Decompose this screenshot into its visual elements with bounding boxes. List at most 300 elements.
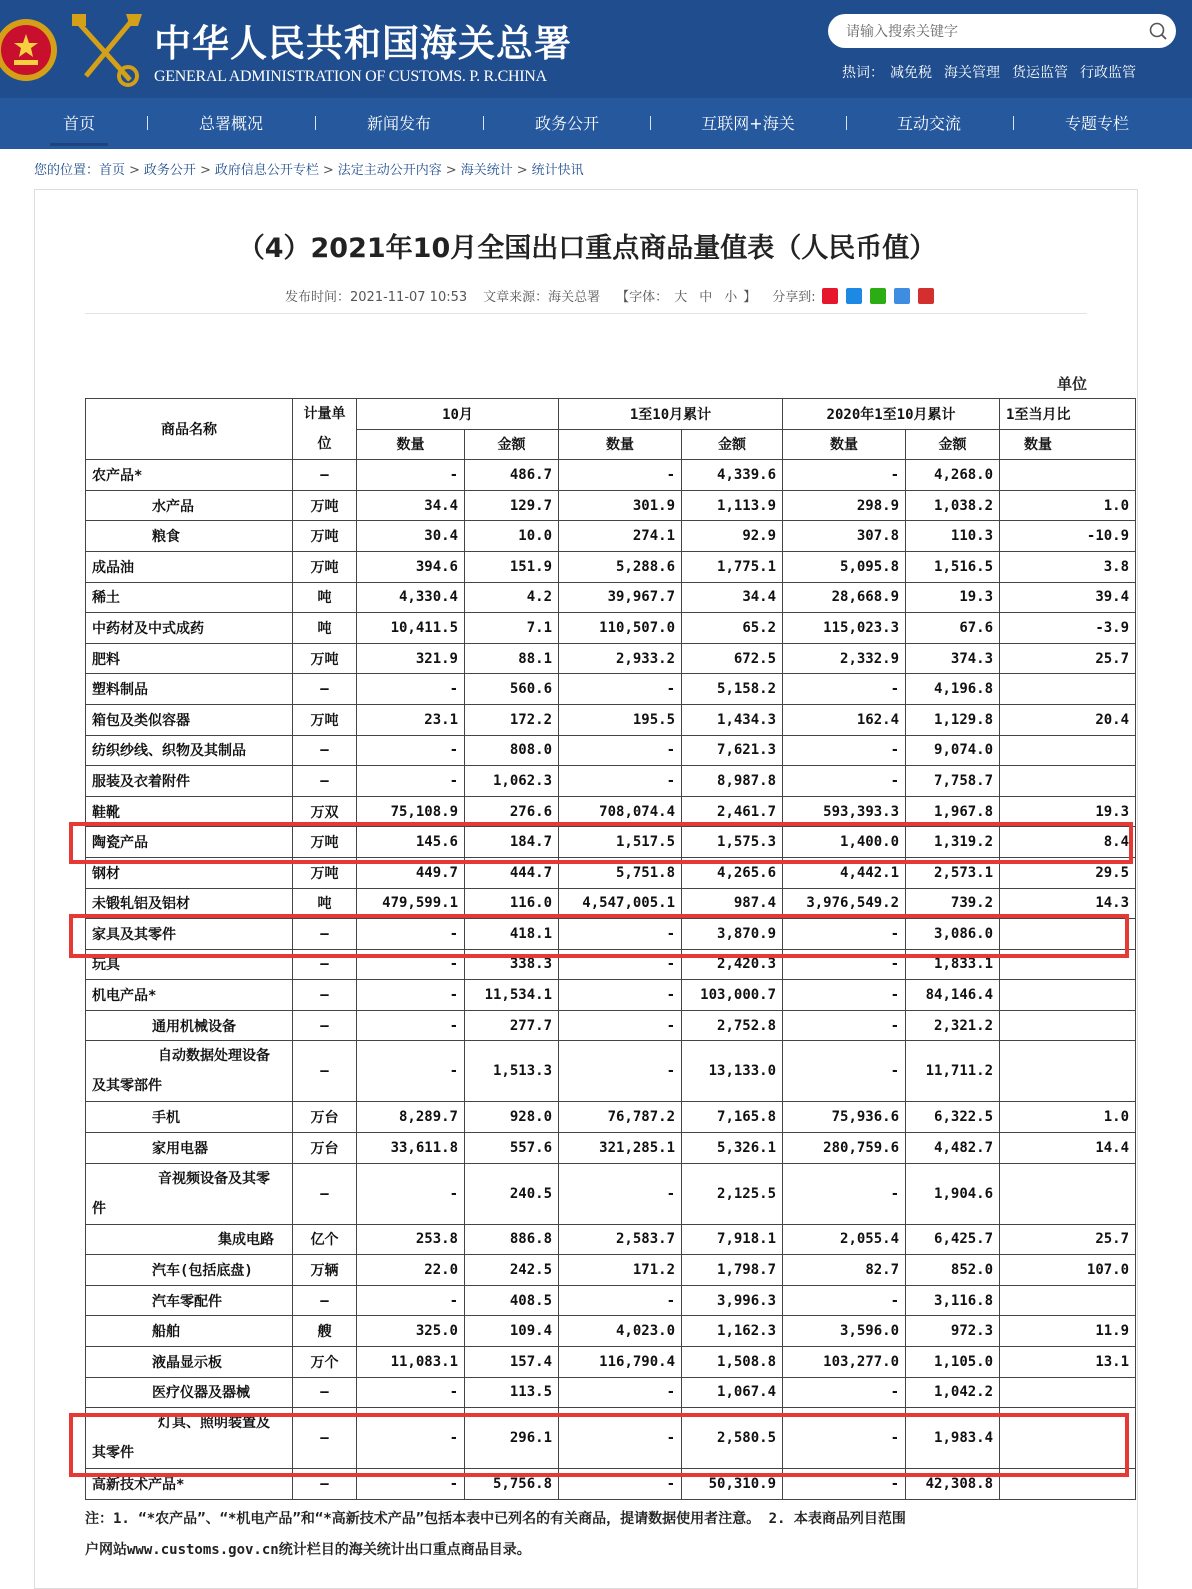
cell-amount: 5,326.1 xyxy=(682,1133,783,1164)
cell-quantity: 2,583.7 xyxy=(559,1224,682,1255)
cell-unit: – xyxy=(293,674,357,705)
cell-amount: 1,319.2 xyxy=(906,827,1000,858)
table-row xyxy=(86,1377,1136,1408)
cell-product-name: 玩具 xyxy=(86,949,293,980)
article-meta xyxy=(285,286,934,305)
hot-word-link[interactable]: 货运监管 xyxy=(1012,65,1068,81)
breadcrumb-separator: > xyxy=(199,163,211,178)
note-line: 户网站www.customs.gov.cn统计栏目的海关统计出口重点商品目录。 xyxy=(85,1542,531,1558)
cell-unit: 万台 xyxy=(293,1133,357,1164)
cell-quantity: 325.0 xyxy=(357,1316,465,1347)
cell-quantity: - xyxy=(559,735,682,766)
nav-item-overview[interactable]: 总署概况 xyxy=(198,114,263,133)
table-row xyxy=(86,551,1136,582)
cell-quantity: 3.8 xyxy=(1000,551,1136,582)
cell-quantity: - xyxy=(783,1285,906,1316)
table-row xyxy=(86,1041,1136,1102)
cell-amount: 19.3 xyxy=(906,582,1000,613)
cell-amount: 103,000.7 xyxy=(682,980,783,1011)
cell-quantity: 394.6 xyxy=(357,551,465,582)
cell-amount: 2,125.5 xyxy=(682,1163,783,1224)
search-box xyxy=(828,14,1176,48)
nav-divider xyxy=(483,116,484,130)
cell-amount: 2,420.3 xyxy=(682,949,783,980)
cell-unit: 万双 xyxy=(293,796,357,827)
cell-quantity: - xyxy=(783,919,906,950)
table-row xyxy=(86,1133,1136,1164)
font-size-close: 】 xyxy=(743,290,757,305)
cell-quantity: 4,442.1 xyxy=(783,857,906,888)
cell-amount: 987.4 xyxy=(682,888,783,919)
cell-amount: 1,062.3 xyxy=(465,766,559,797)
table-row xyxy=(86,888,1136,919)
cell-quantity: - xyxy=(357,1285,465,1316)
cell-amount: 852.0 xyxy=(906,1255,1000,1286)
share-label: 分享到: xyxy=(772,290,816,305)
table-row xyxy=(86,1102,1136,1133)
cell-amount: 2,321.2 xyxy=(906,1010,1000,1041)
cell-quantity: - xyxy=(783,674,906,705)
cell-unit: – xyxy=(293,735,357,766)
cell-amount: 1,508.8 xyxy=(682,1347,783,1378)
cell-unit: 万辆 xyxy=(293,1255,357,1286)
cell-quantity: - xyxy=(783,1377,906,1408)
cell-quantity: 708,074.4 xyxy=(559,796,682,827)
cell-quantity: 253.8 xyxy=(357,1224,465,1255)
cell-amount: 7,918.1 xyxy=(682,1224,783,1255)
nav-item-government-affairs[interactable]: 政务公开 xyxy=(534,114,599,133)
cell-quantity: - xyxy=(783,460,906,491)
table-body xyxy=(86,460,1136,1500)
cell-product-name: 塑料制品 xyxy=(86,674,293,705)
cell-quantity: 171.2 xyxy=(559,1255,682,1286)
cell-product-name: 通用机械设备 xyxy=(86,1010,293,1041)
cell-amount: 11,534.1 xyxy=(465,980,559,1011)
cell-amount: 1,113.9 xyxy=(682,490,783,521)
cell-amount: 92.9 xyxy=(682,521,783,552)
cell-product-name: 汽车零配件 xyxy=(86,1285,293,1316)
cell-amount: 4,482.7 xyxy=(906,1133,1000,1164)
cell-quantity: 321.9 xyxy=(357,643,465,674)
cell-product-name: 肥料 xyxy=(86,643,293,674)
cell-quantity: 1.0 xyxy=(1000,490,1136,521)
cell-unit: – xyxy=(293,1285,357,1316)
nav-item-interaction[interactable]: 互动交流 xyxy=(896,114,961,133)
cell-quantity: 2,332.9 xyxy=(783,643,906,674)
header-unit: 计量单位 xyxy=(293,399,357,460)
cell-quantity: 298.9 xyxy=(783,490,906,521)
cell-amount: 11,711.2 xyxy=(906,1041,1000,1102)
hot-word-link[interactable]: 减免税 xyxy=(890,65,932,81)
cell-unit: 万吨 xyxy=(293,490,357,521)
cell-quantity: 593,393.3 xyxy=(783,796,906,827)
cell-amount: 1,129.8 xyxy=(906,704,1000,735)
cell-unit: 万台 xyxy=(293,1102,357,1133)
cell-amount: 1,983.4 xyxy=(906,1408,1000,1469)
cell-unit: – xyxy=(293,1010,357,1041)
cell-amount: 88.1 xyxy=(465,643,559,674)
cell-quantity: - xyxy=(783,1010,906,1041)
breadcrumb xyxy=(34,159,584,178)
meta-divider xyxy=(85,313,1087,314)
cell-amount: 4,339.6 xyxy=(682,460,783,491)
cell-quantity: 34.4 xyxy=(357,490,465,521)
weibo-share-icon[interactable] xyxy=(822,288,838,304)
wechat-share-icon[interactable] xyxy=(870,288,886,304)
breadcrumb-item[interactable]: 海关统计 xyxy=(460,163,513,178)
cell-product-name: 集成电路 xyxy=(86,1224,293,1255)
cell-quantity: 195.5 xyxy=(559,704,682,735)
site-subtitle: GENERAL ADMINISTRATION OF CUSTOMS. P. R.CHINA xyxy=(154,68,547,85)
nav-divider xyxy=(315,116,316,130)
qq-share-icon[interactable] xyxy=(846,288,862,304)
table-row xyxy=(86,766,1136,797)
cell-quantity xyxy=(1000,1010,1136,1041)
cell-amount: 277.7 xyxy=(465,1010,559,1041)
table-row xyxy=(86,980,1136,1011)
cell-quantity: -3.9 xyxy=(1000,613,1136,644)
cell-quantity: 76,787.2 xyxy=(559,1102,682,1133)
cell-amount: 1,042.2 xyxy=(906,1377,1000,1408)
cell-quantity: 39.4 xyxy=(1000,582,1136,613)
breadcrumb-separator: > xyxy=(445,163,457,178)
publish-time: 发布时间：2021-11-07 10:53 xyxy=(285,290,468,305)
cell-amount: 84,146.4 xyxy=(906,980,1000,1011)
cell-amount: 5,756.8 xyxy=(465,1469,559,1500)
cell-amount: 1,434.3 xyxy=(682,704,783,735)
header-amt: 金额 xyxy=(682,429,783,460)
cell-amount: 172.2 xyxy=(465,704,559,735)
cell-unit: 万吨 xyxy=(293,704,357,735)
cell-quantity xyxy=(1000,766,1136,797)
cell-amount: 9,074.0 xyxy=(906,735,1000,766)
cell-quantity xyxy=(1000,735,1136,766)
cell-amount: 739.2 xyxy=(906,888,1000,919)
cell-quantity: 82.7 xyxy=(783,1255,906,1286)
export-stats-table xyxy=(85,398,1136,1500)
cell-quantity: - xyxy=(783,735,906,766)
cell-unit: – xyxy=(293,949,357,980)
cell-amount: 4.2 xyxy=(465,582,559,613)
cell-amount: 157.4 xyxy=(465,1347,559,1378)
cell-amount: 1,105.0 xyxy=(906,1347,1000,1378)
cell-quantity: 22.0 xyxy=(357,1255,465,1286)
cell-quantity: 33,611.8 xyxy=(357,1133,465,1164)
main-nav xyxy=(0,98,1192,149)
cell-product-name: 液晶显示板 xyxy=(86,1347,293,1378)
cell-product-name: 成品油 xyxy=(86,551,293,582)
cell-amount: 1,038.2 xyxy=(906,490,1000,521)
cell-quantity: -10.9 xyxy=(1000,521,1136,552)
font-size-large-button[interactable]: 大 xyxy=(674,290,688,305)
unit-label: 单位 xyxy=(1057,375,1088,393)
table-row xyxy=(86,1316,1136,1347)
header-ytd: 1至10月累计 xyxy=(559,399,783,430)
table-row xyxy=(86,735,1136,766)
cell-quantity: - xyxy=(783,1163,906,1224)
cell-product-name: 水产品 xyxy=(86,490,293,521)
cell-product-name: 鞋靴 xyxy=(86,796,293,827)
cell-quantity: 3,596.0 xyxy=(783,1316,906,1347)
cell-quantity: 29.5 xyxy=(1000,857,1136,888)
cell-product-name: 农产品* xyxy=(86,460,293,491)
cell-quantity xyxy=(1000,949,1136,980)
cell-amount: 110.3 xyxy=(906,521,1000,552)
cell-amount: 7.1 xyxy=(465,613,559,644)
cell-quantity: 449.7 xyxy=(357,857,465,888)
cell-unit: 万吨 xyxy=(293,827,357,858)
cell-quantity: - xyxy=(357,1377,465,1408)
breadcrumb-item[interactable]: 政务公开 xyxy=(143,163,196,178)
table-row xyxy=(86,827,1136,858)
cell-amount: 3,996.3 xyxy=(682,1285,783,1316)
cell-product-name: 高新技术产品* xyxy=(86,1469,293,1500)
cell-amount: 1,904.6 xyxy=(906,1163,1000,1224)
table-row xyxy=(86,704,1136,735)
cell-quantity: 5,288.6 xyxy=(559,551,682,582)
breadcrumb-item[interactable]: 您的位置：首页 xyxy=(34,163,126,178)
cell-quantity: 110,507.0 xyxy=(559,613,682,644)
cell-quantity: 11.9 xyxy=(1000,1316,1136,1347)
cell-product-name: 箱包及类似容器 xyxy=(86,704,293,735)
cell-amount: 3,086.0 xyxy=(906,919,1000,950)
cell-unit: – xyxy=(293,1408,357,1469)
cell-quantity: 10,411.5 xyxy=(357,613,465,644)
header-qty: 数量 xyxy=(357,429,465,460)
cell-quantity: 4,330.4 xyxy=(357,582,465,613)
cell-amount: 1,162.3 xyxy=(682,1316,783,1347)
site-header xyxy=(0,0,1192,98)
nav-item-internet-customs[interactable]: 互联网+海关 xyxy=(701,114,795,133)
article-panel xyxy=(34,189,1138,1589)
cell-unit: – xyxy=(293,766,357,797)
table-row xyxy=(86,613,1136,644)
cell-quantity: - xyxy=(559,949,682,980)
cell-quantity: 116,790.4 xyxy=(559,1347,682,1378)
cell-quantity: 5,751.8 xyxy=(559,857,682,888)
search-icon[interactable] xyxy=(1148,21,1168,41)
table-row xyxy=(86,857,1136,888)
cell-quantity: 13.1 xyxy=(1000,1347,1136,1378)
table-row xyxy=(86,643,1136,674)
cell-quantity: 23.1 xyxy=(357,704,465,735)
breadcrumb-item[interactable]: 法定主动公开内容 xyxy=(337,163,442,178)
national-emblem-icon xyxy=(0,12,58,86)
cell-unit: – xyxy=(293,1041,357,1102)
cell-unit: 吨 xyxy=(293,888,357,919)
table-row xyxy=(86,460,1136,491)
cell-quantity: 3,976,549.2 xyxy=(783,888,906,919)
cell-amount: 3,116.8 xyxy=(906,1285,1000,1316)
cell-amount: 2,461.7 xyxy=(682,796,783,827)
cell-quantity xyxy=(1000,1041,1136,1102)
cell-amount: 109.4 xyxy=(465,1316,559,1347)
search-input[interactable] xyxy=(846,14,1146,48)
cell-unit: – xyxy=(293,1163,357,1224)
table-note xyxy=(85,1504,1087,1566)
cell-amount: 374.3 xyxy=(906,643,1000,674)
font-size-label: 【字体： xyxy=(616,290,669,305)
cell-quantity: - xyxy=(357,735,465,766)
cell-amount: 42,308.8 xyxy=(906,1469,1000,1500)
cell-amount: 10.0 xyxy=(465,521,559,552)
qzone-share-icon[interactable] xyxy=(894,288,910,304)
font-size-small-button[interactable]: 小 xyxy=(724,290,738,305)
cell-amount: 4,268.0 xyxy=(906,460,1000,491)
nav-item-news[interactable]: 新闻发布 xyxy=(366,114,431,133)
cell-amount: 4,265.6 xyxy=(682,857,783,888)
cell-quantity xyxy=(1000,1285,1136,1316)
cell-amount: 184.7 xyxy=(465,827,559,858)
cell-quantity: - xyxy=(783,1041,906,1102)
cell-unit: 万个 xyxy=(293,1347,357,1378)
header-yoy: 1至当月比 xyxy=(1000,399,1136,430)
nav-divider xyxy=(846,116,847,130)
breadcrumb-separator: > xyxy=(129,163,140,178)
cell-amount: 240.5 xyxy=(465,1163,559,1224)
cell-product-name: 汽车(包括底盘) xyxy=(86,1255,293,1286)
cell-quantity: - xyxy=(357,1010,465,1041)
nav-divider xyxy=(1013,116,1014,130)
cell-amount: 1,513.3 xyxy=(465,1041,559,1102)
table-row xyxy=(86,521,1136,552)
table-row xyxy=(86,949,1136,980)
cell-product-name: 家具及其零件 xyxy=(86,919,293,950)
cell-product-name: 服装及衣着附件 xyxy=(86,766,293,797)
cell-quantity: - xyxy=(357,980,465,1011)
cell-quantity: 145.6 xyxy=(357,827,465,858)
cell-product-name: 未锻轧铝及铝材 xyxy=(86,888,293,919)
table-container xyxy=(85,398,1130,1500)
cell-product-name: 音视频设备及其零 件 xyxy=(86,1163,293,1224)
cell-amount: 1,967.8 xyxy=(906,796,1000,827)
cell-quantity: - xyxy=(783,949,906,980)
cell-quantity xyxy=(1000,1469,1136,1500)
cell-amount: 808.0 xyxy=(465,735,559,766)
header-amt: 金额 xyxy=(906,429,1000,460)
hot-words-label: 热词： xyxy=(842,65,884,81)
cell-amount: 418.1 xyxy=(465,919,559,950)
cell-quantity: 107.0 xyxy=(1000,1255,1136,1286)
cell-amount: 7,758.7 xyxy=(906,766,1000,797)
cell-quantity: - xyxy=(357,674,465,705)
cell-product-name: 稀土 xyxy=(86,582,293,613)
cell-quantity: 274.1 xyxy=(559,521,682,552)
cell-product-name: 船舶 xyxy=(86,1316,293,1347)
cell-amount: 1,575.3 xyxy=(682,827,783,858)
hot-word-link[interactable]: 行政监管 xyxy=(1080,65,1136,81)
breadcrumb-item[interactable]: 统计快讯 xyxy=(531,163,584,178)
cell-amount: 151.9 xyxy=(465,551,559,582)
cell-unit: 亿个 xyxy=(293,1224,357,1255)
cell-quantity xyxy=(1000,919,1136,950)
cell-amount: 5,158.2 xyxy=(682,674,783,705)
cell-product-name: 家用电器 xyxy=(86,1133,293,1164)
cell-product-name: 陶瓷产品 xyxy=(86,827,293,858)
cell-unit: – xyxy=(293,980,357,1011)
header-name: 商品名称 xyxy=(86,399,293,460)
header-qty: 数量 xyxy=(559,429,682,460)
cell-quantity: - xyxy=(357,949,465,980)
cell-unit: – xyxy=(293,1469,357,1500)
cell-quantity: 20.4 xyxy=(1000,704,1136,735)
cell-quantity: - xyxy=(559,460,682,491)
header-qty: 数量 xyxy=(1000,429,1136,460)
cell-product-name: 自动数据处理设备 及其零部件 xyxy=(86,1041,293,1102)
cell-product-name: 机电产品* xyxy=(86,980,293,1011)
cell-quantity: 479,599.1 xyxy=(357,888,465,919)
cell-amount: 4,196.8 xyxy=(906,674,1000,705)
cell-quantity: 5,095.8 xyxy=(783,551,906,582)
cell-amount: 557.6 xyxy=(465,1133,559,1164)
cell-quantity: - xyxy=(559,674,682,705)
hot-words xyxy=(842,62,1136,82)
cell-amount: 7,165.8 xyxy=(682,1102,783,1133)
cell-quantity: 30.4 xyxy=(357,521,465,552)
cell-amount: 13,133.0 xyxy=(682,1041,783,1102)
cell-amount: 242.5 xyxy=(465,1255,559,1286)
article-title: （4）2021年10月全国出口重点商品量值表（人民币值） xyxy=(237,233,937,264)
table-row xyxy=(86,1347,1136,1378)
table-row xyxy=(86,674,1136,705)
cell-unit: 万吨 xyxy=(293,643,357,674)
header-qty: 数量 xyxy=(783,429,906,460)
hot-word-link[interactable]: 海关管理 xyxy=(944,65,1000,81)
cell-amount: 972.3 xyxy=(906,1316,1000,1347)
table-row xyxy=(86,796,1136,827)
nav-item-home[interactable]: 首页 xyxy=(50,98,108,149)
cell-product-name: 中药材及中式成药 xyxy=(86,613,293,644)
cell-quantity: - xyxy=(559,1041,682,1102)
cell-quantity: - xyxy=(357,919,465,950)
cell-amount: 113.5 xyxy=(465,1377,559,1408)
cell-quantity xyxy=(1000,980,1136,1011)
cell-amount: 67.6 xyxy=(906,613,1000,644)
cell-amount: 129.7 xyxy=(465,490,559,521)
cell-quantity xyxy=(1000,1377,1136,1408)
site-title: 中华人民共和国海关总署 xyxy=(154,21,572,65)
cell-quantity: - xyxy=(559,766,682,797)
cell-amount: 1,067.4 xyxy=(682,1377,783,1408)
table-row xyxy=(86,1163,1136,1224)
cell-amount: 672.5 xyxy=(682,643,783,674)
cell-quantity: 1.0 xyxy=(1000,1102,1136,1133)
cell-amount: 296.1 xyxy=(465,1408,559,1469)
cell-amount: 7,621.3 xyxy=(682,735,783,766)
cell-quantity xyxy=(1000,1408,1136,1469)
cell-quantity: - xyxy=(783,766,906,797)
font-size-medium-button[interactable]: 中 xyxy=(699,290,713,305)
nav-item-topics[interactable]: 专题专栏 xyxy=(1064,114,1129,133)
renren-share-icon[interactable] xyxy=(918,288,934,304)
cell-quantity: - xyxy=(357,766,465,797)
cell-quantity: - xyxy=(783,980,906,1011)
cell-quantity: 8,289.7 xyxy=(357,1102,465,1133)
cell-amount: 1,775.1 xyxy=(682,551,783,582)
breadcrumb-item[interactable]: 政府信息公开专栏 xyxy=(214,163,319,178)
cell-quantity: - xyxy=(357,460,465,491)
breadcrumb-separator: > xyxy=(322,163,334,178)
cell-quantity: 307.8 xyxy=(783,521,906,552)
cell-quantity: - xyxy=(559,1285,682,1316)
cell-amount: 1,798.7 xyxy=(682,1255,783,1286)
cell-unit: – xyxy=(293,1377,357,1408)
cell-quantity xyxy=(1000,674,1136,705)
cell-amount: 3,870.9 xyxy=(682,919,783,950)
cell-amount: 928.0 xyxy=(465,1102,559,1133)
cell-quantity: - xyxy=(357,1041,465,1102)
cell-quantity: 39,967.7 xyxy=(559,582,682,613)
